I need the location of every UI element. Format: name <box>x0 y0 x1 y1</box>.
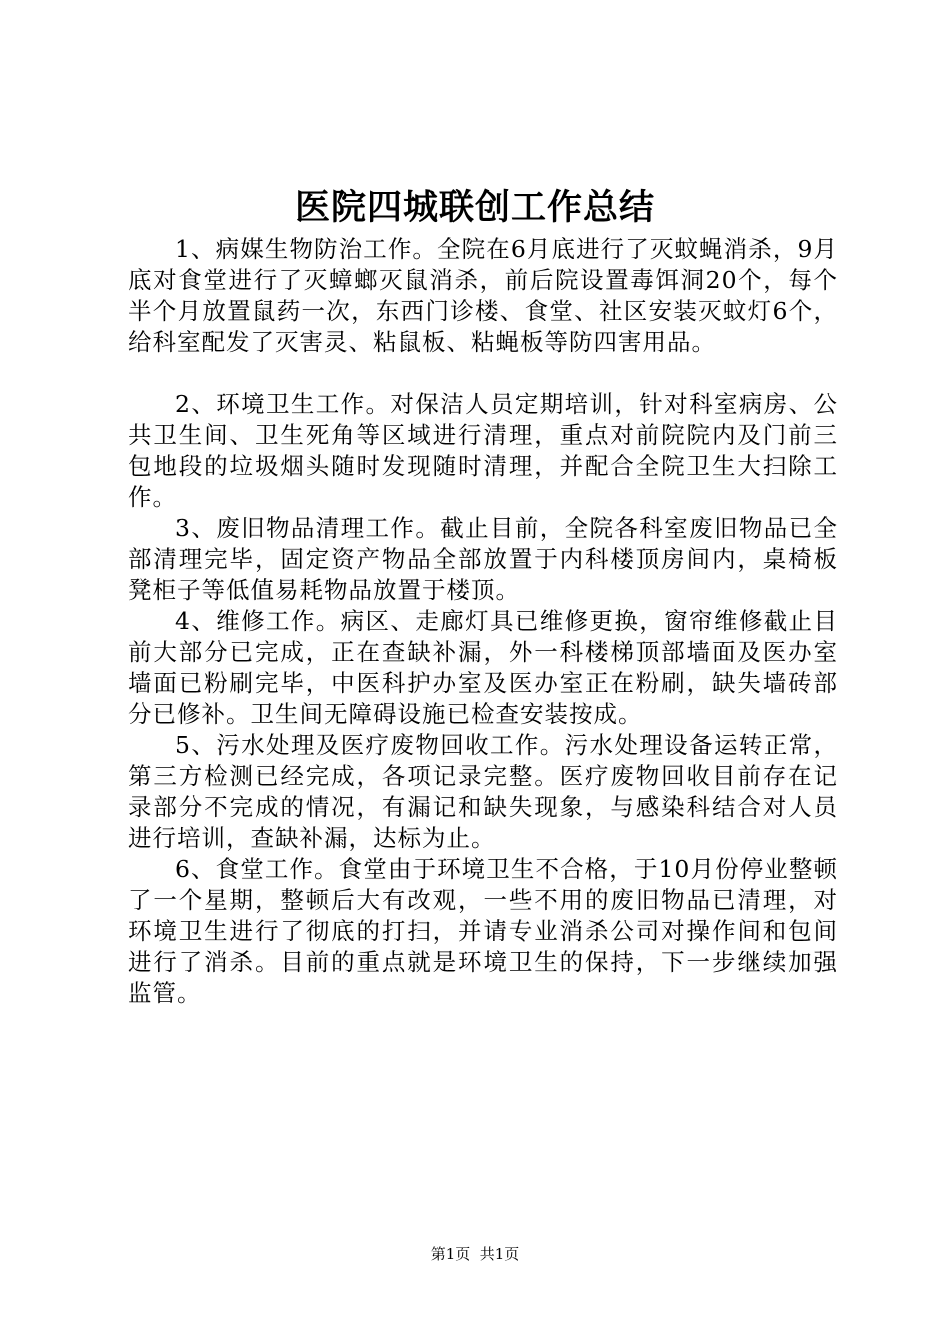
paragraph-maintenance: 4、维修工作。病区、走廊灯具已维修更换，窗帘维修截止目前大部分已完成，正在查缺补漏，外一科楼梯顶部墙面及医办室墙面已粉刷完毕，中医科护办室及医办室正在粉刷，缺失墙砖部分已修补。卫生间无障碍设施已检查安装按成。 <box>128 607 838 728</box>
paragraph-environment-sanitation: 2、环境卫生工作。对保洁人员定期培训，针对科室病房、公共卫生间、卫生死角等区域进行清理，重点对前院院内及门前三包地段的垃圾烟头随时发现随时清理，并配合全院卫生大扫除工作。 <box>128 390 838 511</box>
document-title: 医院四城联创工作总结 <box>294 187 655 228</box>
paragraph-sewage-medical-waste: 5、污水处理及医疗废物回收工作。污水处理设备运转正常，第三方检测已经完成，各项记录完整。医疗废物回收目前存在记录部分不完成的情况，有漏记和缺失现象，与感染科结合对人员进行培训，查缺补漏，达标为止。 <box>128 731 838 852</box>
paragraph-vector-control: 1、病媒生物防治工作。全院在6月底进行了灭蚊蝇消杀，9月底对食堂进行了灭蟑螂灭鼠消杀，前后院设置毒饵洞20个，每个半个月放置鼠药一次，东西门诊楼、食堂、社区安装灭蚊灯6个，给科室配发了灭害灵、粘鼠板、粘蝇板等防四害用品。 <box>128 235 838 356</box>
paragraph-canteen: 6、食堂工作。食堂由于环境卫生不合格，于10月份停业整顿了一个星期，整顿后大有改观，一些不用的废旧物品已清理，对环境卫生进行了彻底的打扫，并请专业消杀公司对操作间和包间进行了消杀。目前的重点就是环境卫生的保持，下一步继续加强监管。 <box>128 855 838 1007</box>
document-body <box>128 234 838 1009</box>
page-footer: 第1页 共1页 <box>430 1245 520 1263</box>
paragraph-waste-items-cleanup: 3、废旧物品清理工作。截止目前，全院各科室废旧物品已全部清理完毕，固定资产物品全部放置于内科楼顶房间内，桌椅板凳柜子等低值易耗物品放置于楼顶。 <box>128 514 838 604</box>
